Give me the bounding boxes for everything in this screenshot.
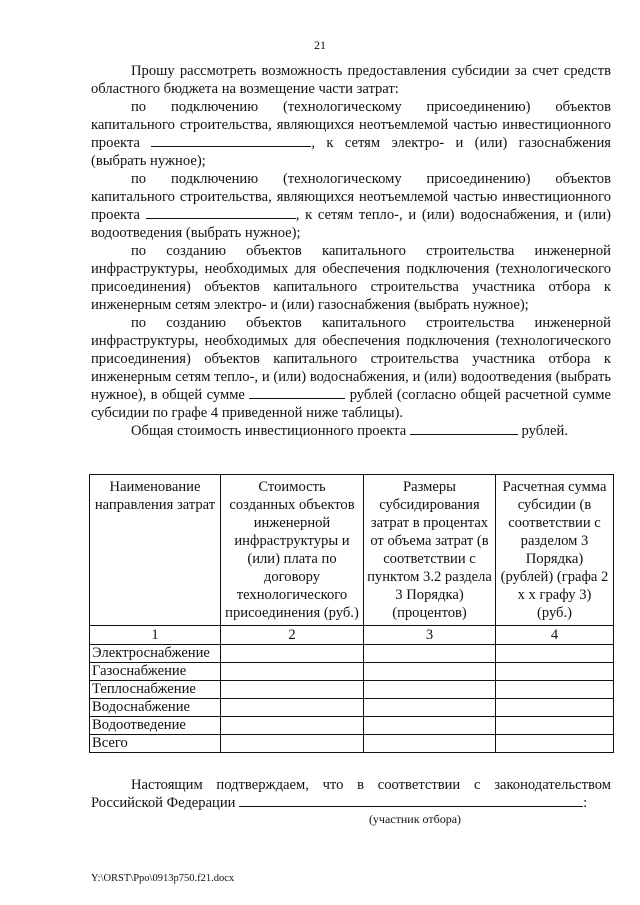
confirmation-block [91, 776, 611, 812]
table-row [90, 663, 614, 681]
project-cost-blank[interactable] [410, 422, 518, 435]
table-row [90, 717, 614, 735]
participant-caption: (участник отбора) [368, 812, 462, 826]
cost-cell[interactable] [221, 699, 364, 717]
cost-cell[interactable] [221, 645, 364, 663]
subsidy-cell[interactable] [496, 699, 614, 717]
row-label: Теплоснабжение [90, 681, 221, 699]
subsidy-cell[interactable] [496, 663, 614, 681]
header-direction: Наименование направления затрат [90, 475, 221, 626]
row-label: Водоотведение [90, 717, 221, 735]
header-cost: Стоимость созданных объектов инженерной инфраструктуры и (или) плата по договору технологического присоединения (руб.) [221, 475, 364, 626]
row-label: Электроснабжение [90, 645, 221, 663]
header-subsidy: Расчетная сумма субсидии (в соответствии с разделом 3 Порядка) (рублей) (графа 2 х х графу 3) (руб.) [496, 475, 614, 626]
column-number-row [90, 626, 614, 645]
cost-cell[interactable] [221, 735, 364, 753]
percent-cell[interactable] [364, 645, 496, 663]
item-electric-gas-connection: по подключению (технологическому присоединению) объектов капитального строительства, являющихся неотъемлемой частью инвестиционного проекта , к сетям электро- и (или) газоснабжения (выбрать нужное); [91, 99, 611, 169]
subsidy-cell[interactable] [496, 645, 614, 663]
column-number: 1 [90, 626, 221, 645]
item-heat-water-connection: по подключению (технологическому присоединению) объектов капитального строительства, являющихся неотъемлемой частью инвестиционного проекта , к сетям тепло-, и (или) водоснабжения, и (или) водоотведения (выбрать нужное); [91, 171, 611, 241]
percent-cell[interactable] [364, 663, 496, 681]
row-label: Газоснабжение [90, 663, 221, 681]
percent-cell[interactable] [364, 681, 496, 699]
item-heat-water-infrastructure: по созданию объектов капитального строительства инженерной инфраструктуры, необходимых для обеспечения подключения (технологического присоединения) объектов капитального строительства участника отбора к инженерным сетям тепло-, и (или) водоснабжения, и (или) водоотведения (выбрать нужное), в общей сумме рублей (согласно общей расчетной сумме субсидии по графе 4 приведенной ниже таблицы). [91, 315, 611, 421]
cost-cell[interactable] [221, 681, 364, 699]
expense-table [89, 474, 614, 753]
subsidy-cell[interactable] [496, 735, 614, 753]
total-sum-blank[interactable] [249, 386, 345, 399]
intro-paragraph: Прошу рассмотреть возможность предоставления субсидии за счет средств областного бюджета на возмещение части затрат: [91, 63, 611, 97]
confirmation-line-2: Российской Федерации : [91, 795, 588, 811]
percent-cell[interactable] [364, 699, 496, 717]
participant-blank[interactable] [239, 794, 583, 807]
table-row [90, 735, 614, 753]
row-label: Всего [90, 735, 221, 753]
table-row [90, 645, 614, 663]
project-name-blank[interactable] [151, 134, 311, 147]
table-row [90, 681, 614, 699]
header-percent: Размеры субсидирования затрат в процентах от объема затрат (в соответствии с пунктом 3.2 раздела 3 Порядка) (процентов) [364, 475, 496, 626]
row-label: Водоснабжение [90, 699, 221, 717]
column-number: 4 [496, 626, 614, 645]
subsidy-cell[interactable] [496, 681, 614, 699]
project-cost-line: Общая стоимость инвестиционного проекта рублей. [131, 423, 568, 439]
cost-cell[interactable] [221, 717, 364, 735]
confirmation-line: Настоящим подтверждаем, что в соответствии с законодательством [131, 777, 611, 793]
table-header-row [90, 475, 614, 626]
subsidy-cell[interactable] [496, 717, 614, 735]
cost-cell[interactable] [221, 663, 364, 681]
file-path-footer: Y:\ORST\Ppo\0913p750.f21.docx [91, 873, 235, 884]
percent-cell[interactable] [364, 735, 496, 753]
item-electric-gas-infrastructure: по созданию объектов капитального строительства инженерной инфраструктуры, необходимых для обеспечения подключения (технологического присоединения) объектов капитального строительства участника отбора к инженерным сетям электро- и (или) газоснабжения (выбрать нужное); [91, 243, 611, 313]
percent-cell[interactable] [364, 717, 496, 735]
project-name-blank[interactable] [146, 206, 296, 219]
page-number: 21 [314, 38, 326, 52]
request-body [91, 62, 611, 440]
table-row [90, 699, 614, 717]
column-number: 2 [221, 626, 364, 645]
column-number: 3 [364, 626, 496, 645]
